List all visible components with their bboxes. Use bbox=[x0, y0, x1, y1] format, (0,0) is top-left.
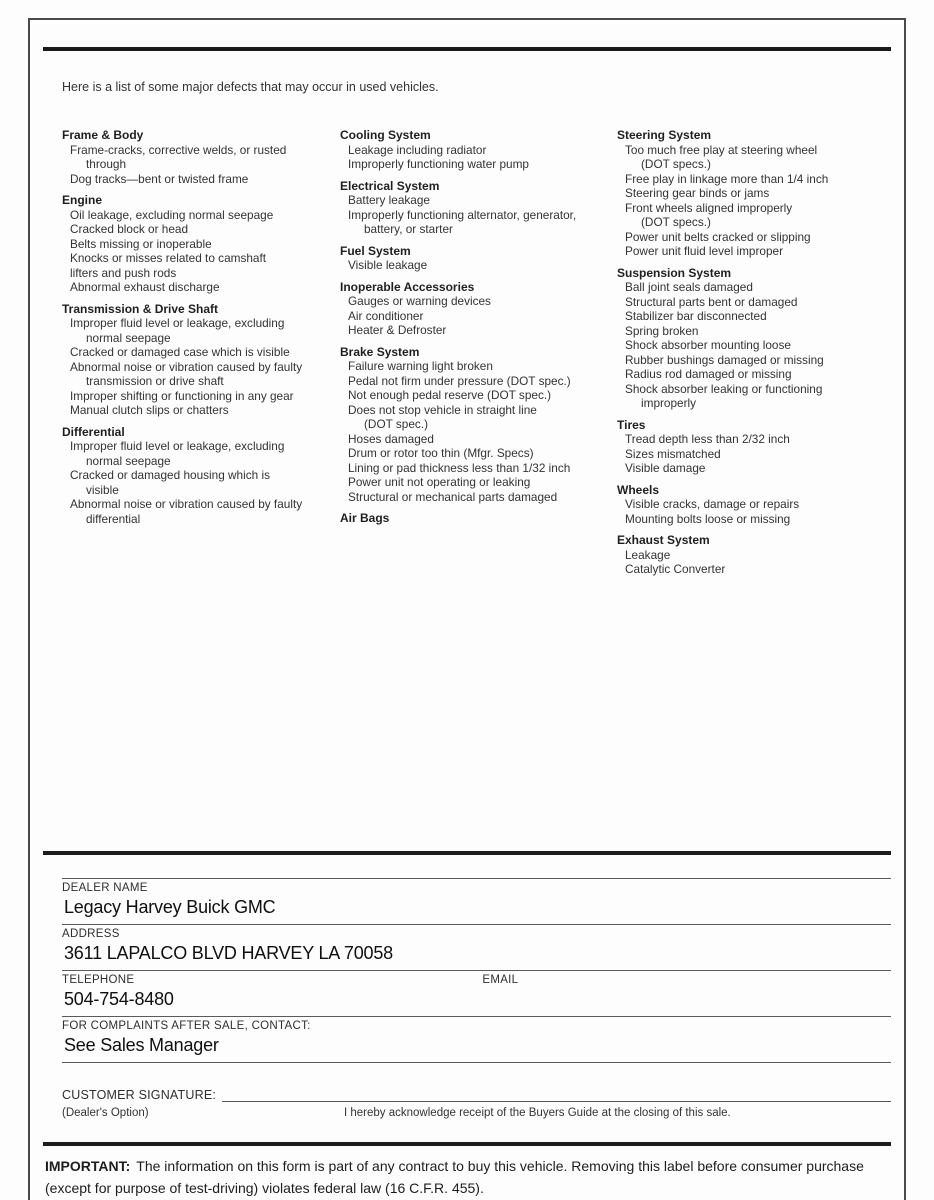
defect-item: Radius rod damaged or missing bbox=[625, 367, 792, 381]
defects-column-1 bbox=[62, 128, 340, 577]
defect-item: Tread depth less than 2/32 inch bbox=[625, 432, 790, 446]
complaints-contact-label: FOR COMPLAINTS AFTER SALE, CONTACT: bbox=[62, 1020, 311, 1032]
defect-item: (DOT spec.) bbox=[364, 417, 429, 431]
defect-section-title: Wheels bbox=[617, 482, 660, 497]
defect-section-title: Transmission & Drive Shaft bbox=[62, 301, 219, 316]
defect-item: (DOT specs.) bbox=[641, 215, 711, 229]
defect-item: Improperly functioning alternator, generator, bbox=[348, 207, 577, 222]
defect-item: Sizes mismatched bbox=[625, 446, 721, 461]
defects-column-3 bbox=[617, 128, 891, 577]
defect-section-title: Engine bbox=[62, 193, 103, 207]
address-value: 3611 LAPALCO BLVD HARVEY LA 70058 bbox=[64, 943, 393, 963]
defect-item: Dog tracks—bent or twisted frame bbox=[70, 171, 249, 186]
signature-acknowledgement-text: I hereby acknowledge receipt of the Buyers Guide at the closing of this sale. bbox=[344, 1107, 731, 1119]
defect-section bbox=[340, 244, 617, 273]
customer-signature-section bbox=[62, 1088, 891, 1119]
defect-section bbox=[340, 179, 617, 237]
defect-item: Too much free play at steering wheel bbox=[625, 142, 818, 157]
defect-item: (DOT specs.) bbox=[641, 157, 711, 171]
defect-item: Free play in linkage more than 1/4 inch bbox=[625, 171, 829, 186]
defect-section-title: Exhaust System bbox=[617, 533, 710, 547]
defect-item: Leakage bbox=[625, 547, 671, 562]
defect-item: Does not stop vehicle in straight line bbox=[348, 402, 537, 417]
dealer-section-divider-rule bbox=[43, 851, 891, 855]
defect-item: Steering gear binds or jams bbox=[625, 186, 770, 200]
defect-item: Power unit not operating or leaking bbox=[348, 475, 531, 489]
defect-section bbox=[340, 345, 617, 505]
defect-item: Heater & Defroster bbox=[348, 323, 447, 337]
defect-section-title: Tires bbox=[617, 417, 646, 432]
defect-item: Spring broken bbox=[625, 323, 699, 338]
defect-item: Hoses damaged bbox=[348, 431, 434, 446]
email-label: EMAIL bbox=[482, 974, 519, 986]
defect-section bbox=[62, 193, 340, 295]
defect-item: Gauges or warning devices bbox=[348, 294, 491, 308]
defect-item: Battery leakage bbox=[348, 193, 430, 207]
important-notice-text: The information on this form is part of any contract to buy this vehicle. Removing this label before consumer purchase (except for purpose of test-driving) violates federal law (16 C.F.R. 455). bbox=[45, 1158, 864, 1196]
defect-item: Drum or rotor too thin (Mfgr. Specs) bbox=[348, 446, 534, 460]
defect-item: Shock absorber leaking or functioning bbox=[625, 381, 823, 396]
defect-section bbox=[62, 302, 340, 418]
customer-signature-label: CUSTOMER SIGNATURE: bbox=[62, 1088, 217, 1102]
defect-item: Cracked or damaged housing which is bbox=[70, 468, 270, 482]
defect-item: Not enough pedal reserve (DOT spec.) bbox=[348, 388, 552, 402]
defect-item: improperly bbox=[641, 396, 697, 410]
defect-item: normal seepage bbox=[86, 330, 171, 345]
defect-item: Oil leakage, excluding normal seepage bbox=[70, 207, 274, 222]
dealer-name-field bbox=[62, 878, 891, 924]
defect-section bbox=[617, 128, 891, 259]
defect-section-title: Electrical System bbox=[340, 178, 440, 193]
defect-item: through bbox=[86, 157, 127, 171]
defect-item: Ball joint seals damaged bbox=[625, 280, 753, 294]
defects-column-2 bbox=[340, 128, 617, 577]
defect-item: Structural or mechanical parts damaged bbox=[348, 489, 558, 504]
defect-item: Knocks or misses related to camshaft bbox=[70, 251, 267, 265]
defect-section-title: Brake System bbox=[340, 344, 420, 359]
important-notice-label: IMPORTANT: bbox=[45, 1158, 131, 1174]
defect-item: Mounting bolts loose or missing bbox=[625, 511, 791, 526]
telephone-value: 504-754-8480 bbox=[64, 989, 174, 1009]
defects-intro-text: Here is a list of some major defects that may occur in used vehicles. bbox=[62, 80, 439, 94]
defect-item: Improperly functioning water pump bbox=[348, 157, 529, 171]
dealer-name-label: DEALER NAME bbox=[62, 882, 148, 894]
defect-section-title: Suspension System bbox=[617, 265, 732, 280]
defect-item: Improper fluid level or leakage, excluding bbox=[70, 316, 285, 330]
defect-item: Power unit belts cracked or slipping bbox=[625, 229, 811, 244]
defect-item: Catalytic Converter bbox=[625, 562, 726, 576]
defect-section-title: Air Bags bbox=[340, 511, 390, 525]
important-notice bbox=[45, 1155, 891, 1199]
defect-item: Visible leakage bbox=[348, 258, 428, 272]
defect-item: Power unit fluid level improper bbox=[625, 244, 784, 258]
defect-item: normal seepage bbox=[86, 453, 171, 468]
defect-section-title: Steering System bbox=[617, 128, 712, 142]
defect-section bbox=[62, 425, 340, 527]
defect-section bbox=[617, 483, 891, 527]
telephone-email-field bbox=[62, 970, 891, 1016]
defect-item: transmission or drive shaft bbox=[86, 374, 224, 388]
address-label: ADDRESS bbox=[62, 928, 120, 940]
defect-item: differential bbox=[86, 511, 141, 526]
complaints-contact-value: See Sales Manager bbox=[64, 1035, 219, 1055]
address-field bbox=[62, 924, 891, 970]
defect-item: Frame-cracks, corrective welds, or rusted bbox=[70, 142, 287, 157]
complaints-contact-field bbox=[62, 1016, 891, 1063]
defect-item: lifters and push rods bbox=[70, 265, 177, 280]
telephone-label: TELEPHONE bbox=[62, 974, 135, 986]
defect-item: Pedal not firm under pressure (DOT spec.) bbox=[348, 373, 571, 388]
defect-section-title: Frame & Body bbox=[62, 128, 144, 142]
defect-item: Belts missing or inoperable bbox=[70, 236, 212, 251]
defect-item: visible bbox=[86, 482, 119, 497]
defect-section bbox=[617, 533, 891, 577]
defect-section bbox=[62, 128, 340, 186]
defect-section-title: Cooling System bbox=[340, 128, 431, 142]
footer-divider-rule bbox=[43, 1142, 891, 1146]
defect-section bbox=[340, 280, 617, 338]
defect-item: Manual clutch slips or chatters bbox=[70, 403, 229, 417]
defect-item: Air conditioner bbox=[348, 308, 424, 323]
defect-item: Visible damage bbox=[625, 461, 706, 475]
defect-item: Structural parts bent or damaged bbox=[625, 294, 798, 309]
defect-item: Visible cracks, damage or repairs bbox=[625, 497, 800, 511]
defect-section-title: Inoperable Accessories bbox=[340, 279, 475, 294]
defect-item: Failure warning light broken bbox=[348, 359, 493, 373]
defect-item: battery, or starter bbox=[364, 222, 453, 236]
defect-item: Abnormal noise or vibration caused by faulty bbox=[70, 497, 303, 511]
defect-item: Abnormal exhaust discharge bbox=[70, 280, 220, 294]
defect-item: Lining or pad thickness less than 1/32 inch bbox=[348, 460, 571, 475]
defect-section-title: Differential bbox=[62, 424, 125, 439]
defect-section bbox=[340, 511, 617, 526]
defect-item: Leakage including radiator bbox=[348, 142, 487, 157]
defects-list bbox=[62, 128, 894, 577]
customer-signature-line bbox=[222, 1089, 891, 1102]
defect-section-title: Fuel System bbox=[340, 243, 411, 258]
defect-item: Rubber bushings damaged or missing bbox=[625, 352, 824, 367]
defect-section bbox=[617, 266, 891, 411]
dealer-name-value: Legacy Harvey Buick GMC bbox=[64, 897, 276, 917]
defect-item: Cracked block or head bbox=[70, 222, 189, 236]
defect-section bbox=[340, 128, 617, 172]
defect-item: Front wheels aligned improperly bbox=[625, 200, 793, 215]
defect-item: Improper fluid level or leakage, excluding bbox=[70, 439, 285, 453]
dealer-info-section bbox=[62, 878, 891, 1063]
defect-section bbox=[617, 418, 891, 476]
defect-item: Cracked or damaged case which is visible bbox=[70, 345, 290, 359]
defect-item: Stabilizer bar disconnected bbox=[625, 309, 767, 323]
dealers-option-label: (Dealer's Option) bbox=[62, 1107, 149, 1119]
defect-item: Shock absorber mounting loose bbox=[625, 338, 791, 352]
defect-item: Improper shifting or functioning in any gear bbox=[70, 388, 294, 403]
top-divider-rule bbox=[43, 47, 891, 51]
defect-item: Abnormal noise or vibration caused by faulty bbox=[70, 359, 303, 374]
